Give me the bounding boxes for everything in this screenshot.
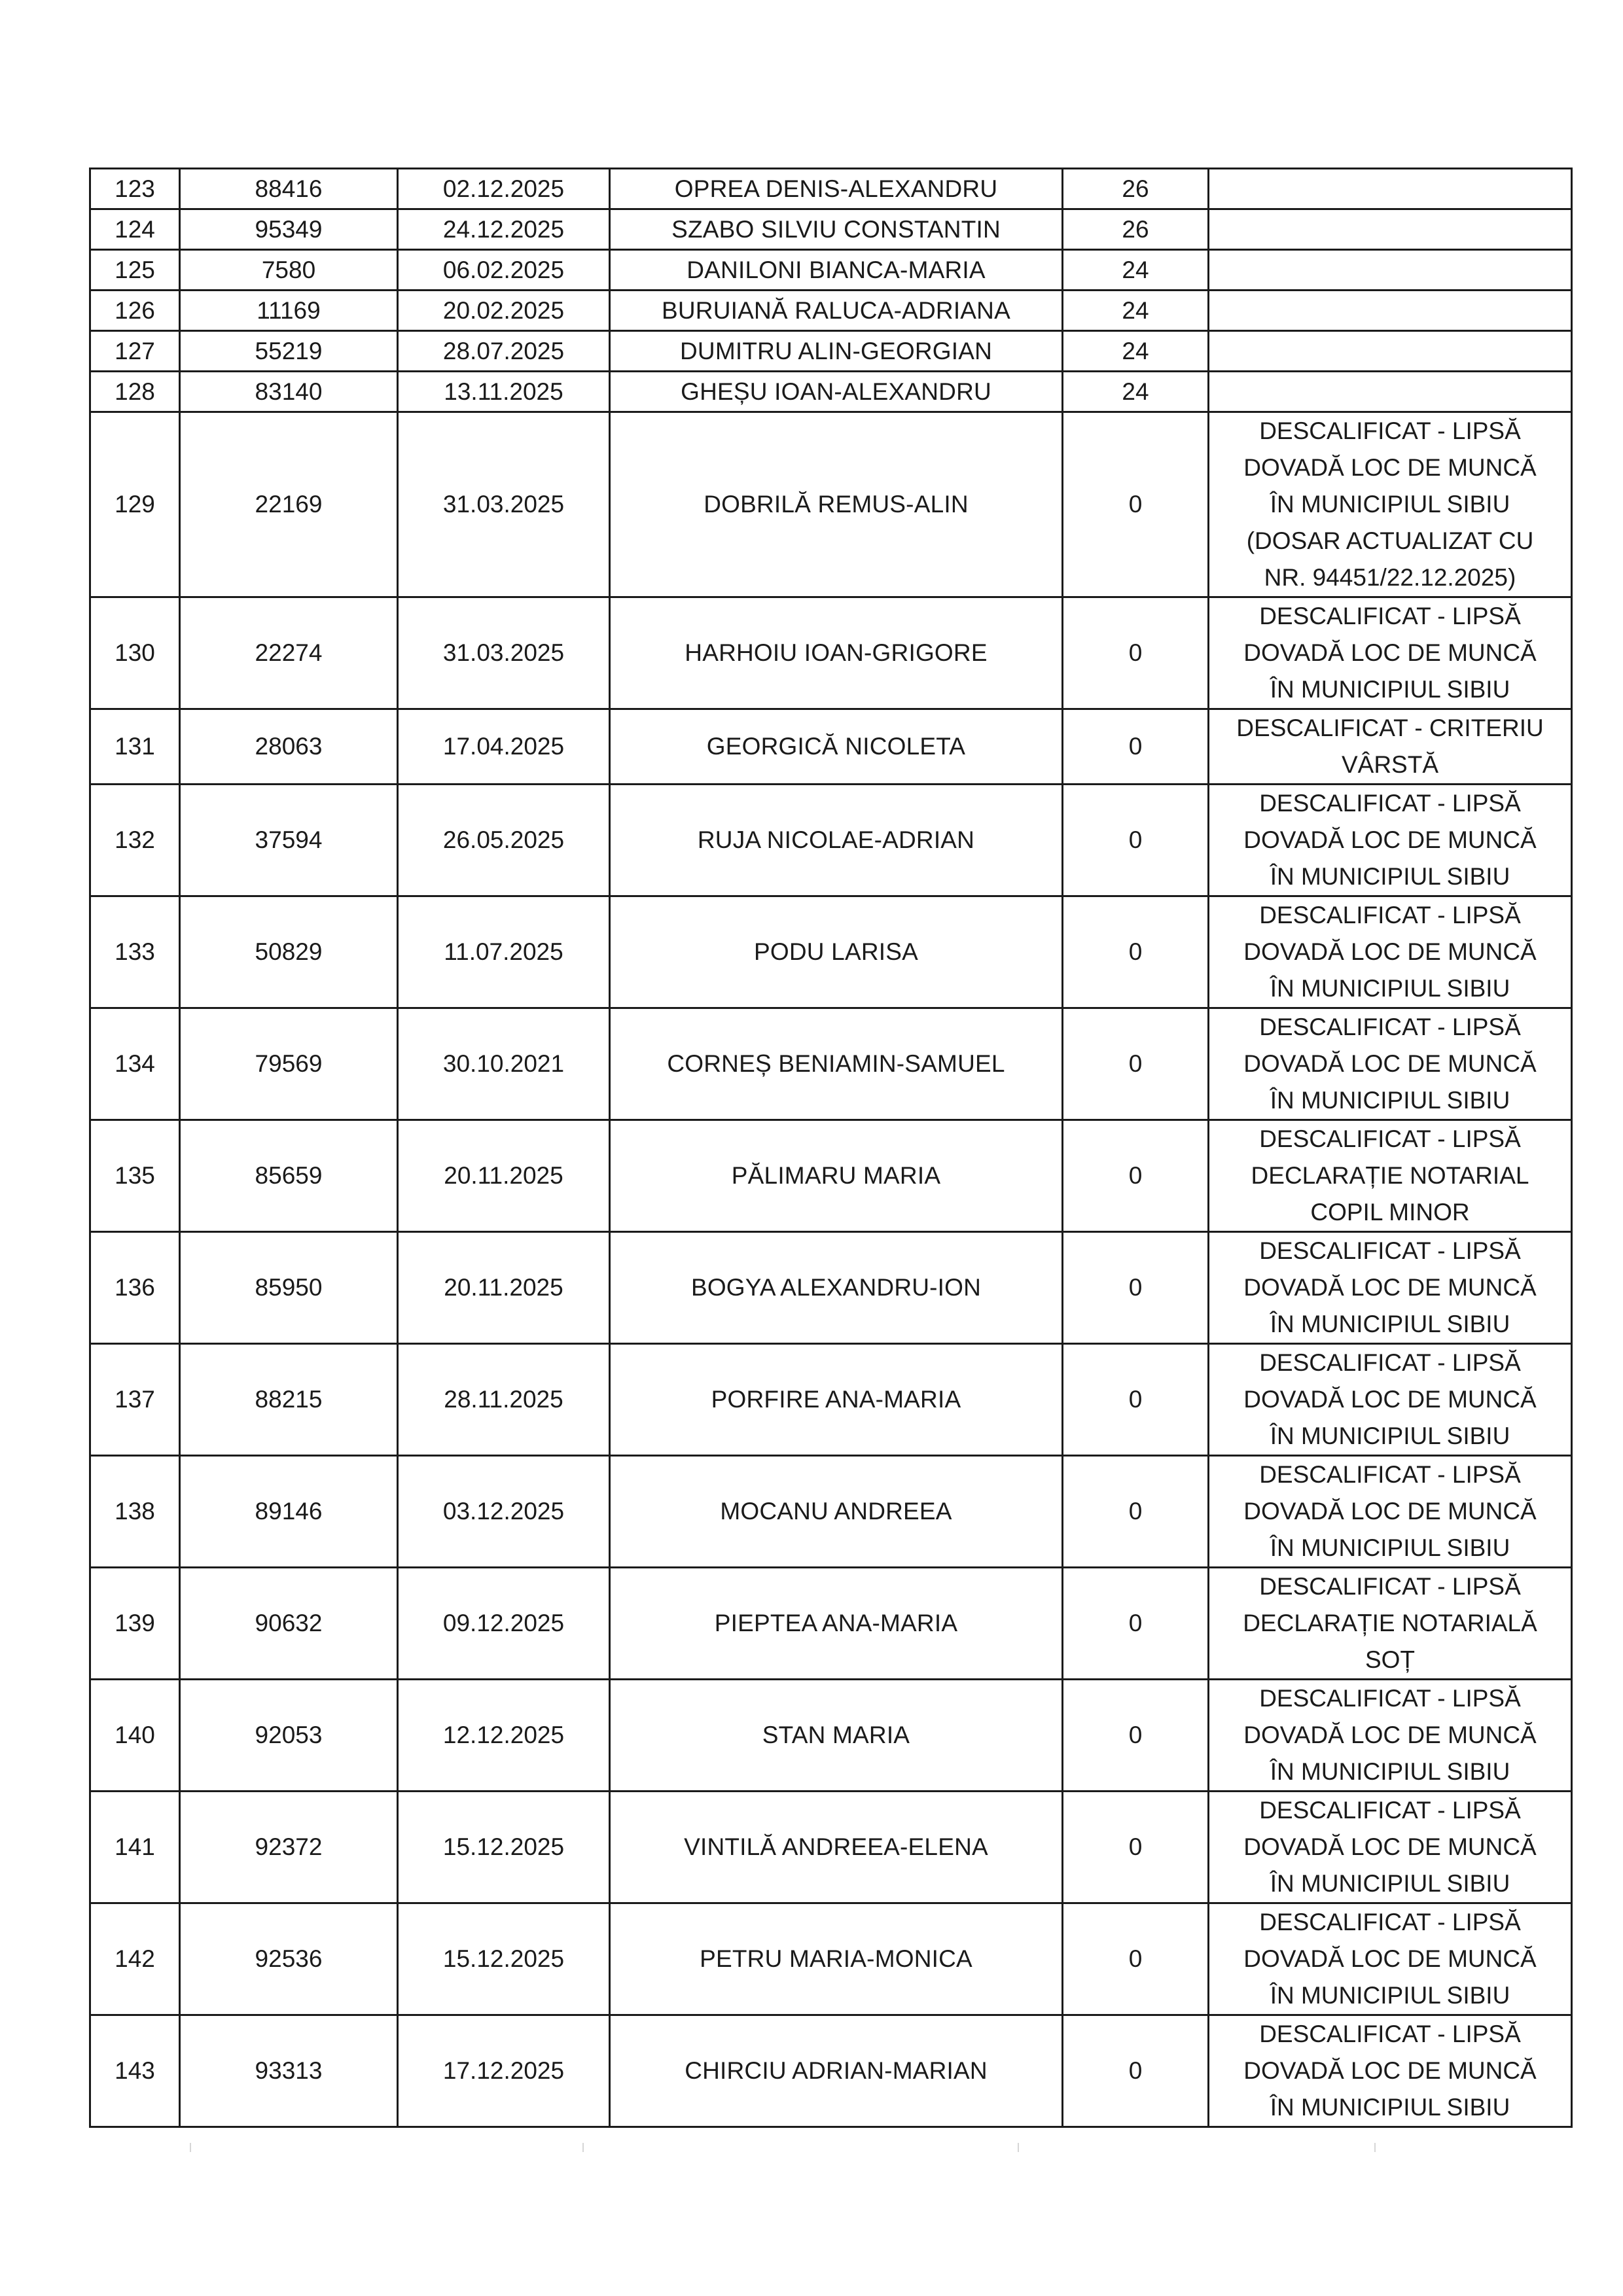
- registration-number-cell: 88215: [180, 1344, 398, 1456]
- applicant-name-cell: CHIRCIU ADRIAN-MARIAN: [610, 2015, 1063, 2127]
- score-cell: 0: [1063, 1568, 1209, 1680]
- applicant-name-cell: MOCANU ANDREEA: [610, 1456, 1063, 1568]
- registration-date-cell: 03.12.2025: [398, 1456, 610, 1568]
- score-cell: 0: [1063, 597, 1209, 709]
- score-cell: 0: [1063, 1344, 1209, 1456]
- registration-number-cell: 85659: [180, 1120, 398, 1232]
- remarks-cell: [1209, 412, 1572, 597]
- applicant-name-cell: OPREA DENIS-ALEXANDRU: [610, 169, 1063, 209]
- remarks-line: DOVADĂ LOC DE MUNCĂ: [1243, 639, 1537, 666]
- registration-date-cell: 06.02.2025: [398, 250, 610, 291]
- score-cell: 0: [1063, 1008, 1209, 1120]
- applicant-name-cell: VINTILĂ ANDREEA-ELENA: [610, 1792, 1063, 1903]
- remarks-line: DOVADĂ LOC DE MUNCĂ: [1243, 938, 1537, 965]
- row-number-cell: 140: [90, 1680, 180, 1792]
- score-cell: 0: [1063, 412, 1209, 597]
- row-number-cell: 125: [90, 250, 180, 291]
- row-number-cell: 126: [90, 291, 180, 331]
- remarks-cell: [1209, 896, 1572, 1008]
- registration-number-cell: 50829: [180, 896, 398, 1008]
- registration-number-cell: 95349: [180, 209, 398, 250]
- remarks-line: DESCALIFICAT - LIPSĂ: [1259, 603, 1521, 629]
- registration-date-cell: 13.11.2025: [398, 372, 610, 412]
- remarks-line: DOVADĂ LOC DE MUNCĂ: [1243, 1274, 1537, 1301]
- remarks-line: DESCALIFICAT - LIPSĂ: [1259, 1125, 1521, 1152]
- score-cell: 0: [1063, 896, 1209, 1008]
- remarks-cell: [1209, 785, 1572, 896]
- row-number-cell: 135: [90, 1120, 180, 1232]
- registration-number-cell: 79569: [180, 1008, 398, 1120]
- remarks-line: ÎN MUNICIPIUL SIBIU: [1270, 1534, 1510, 1561]
- remarks-line: DESCALIFICAT - CRITERIU: [1236, 715, 1544, 741]
- score-cell: 0: [1063, 785, 1209, 896]
- remarks-cell: [1209, 372, 1572, 412]
- remarks-cell: [1209, 1680, 1572, 1792]
- remarks-cell: [1209, 709, 1572, 785]
- remarks-line: (DOSAR ACTUALIZAT CU: [1246, 527, 1534, 554]
- registration-date-cell: 15.12.2025: [398, 1792, 610, 1903]
- registration-number-cell: 28063: [180, 709, 398, 785]
- applicant-name-cell: DUMITRU ALIN-GEORGIAN: [610, 331, 1063, 372]
- applicant-name-cell: SZABO SILVIU CONSTANTIN: [610, 209, 1063, 250]
- remarks-line: DOVADĂ LOC DE MUNCĂ: [1243, 826, 1537, 853]
- registration-date-cell: 28.11.2025: [398, 1344, 610, 1456]
- remarks-cell: [1209, 2015, 1572, 2127]
- row-number-cell: 124: [90, 209, 180, 250]
- score-cell: 24: [1063, 250, 1209, 291]
- score-cell: 24: [1063, 331, 1209, 372]
- table-row: [90, 1456, 1572, 1568]
- score-cell: 24: [1063, 372, 1209, 412]
- remarks-cell: [1209, 291, 1572, 331]
- table-row: [90, 169, 1572, 209]
- registration-date-cell: 31.03.2025: [398, 597, 610, 709]
- applicant-name-cell: CORNEȘ BENIAMIN-SAMUEL: [610, 1008, 1063, 1120]
- score-cell: 0: [1063, 2015, 1209, 2127]
- remarks-line: DESCALIFICAT - LIPSĂ: [1259, 902, 1521, 928]
- remarks-line: ÎN MUNICIPIUL SIBIU: [1270, 975, 1510, 1002]
- score-cell: 24: [1063, 291, 1209, 331]
- remarks-cell: [1209, 1344, 1572, 1456]
- remarks-line: DESCALIFICAT - LIPSĂ: [1259, 1237, 1521, 1264]
- table-body: [90, 169, 1572, 2127]
- row-number-cell: 130: [90, 597, 180, 709]
- registration-number-cell: 88416: [180, 169, 398, 209]
- registration-date-cell: 20.02.2025: [398, 291, 610, 331]
- remarks-line: COPIL MINOR: [1310, 1199, 1470, 1226]
- score-cell: 26: [1063, 169, 1209, 209]
- remarks-line: DESCALIFICAT - LIPSĂ: [1259, 2021, 1521, 2047]
- applicant-name-cell: HARHOIU IOAN-GRIGORE: [610, 597, 1063, 709]
- remarks-line: ÎN MUNICIPIUL SIBIU: [1270, 1982, 1510, 2009]
- remarks-line: NR. 94451/22.12.2025): [1264, 564, 1516, 591]
- remarks-line: ÎN MUNICIPIUL SIBIU: [1270, 491, 1510, 518]
- remarks-line: SOȚ: [1364, 1646, 1416, 1673]
- applicant-name-cell: PĂLIMARU MARIA: [610, 1120, 1063, 1232]
- remarks-line: ÎN MUNICIPIUL SIBIU: [1270, 2094, 1510, 2121]
- registration-date-cell: 11.07.2025: [398, 896, 610, 1008]
- remarks-line: DESCALIFICAT - LIPSĂ: [1259, 1685, 1521, 1712]
- table-row: [90, 291, 1572, 331]
- score-cell: 0: [1063, 1792, 1209, 1903]
- row-number-cell: 143: [90, 2015, 180, 2127]
- registration-date-cell: 26.05.2025: [398, 785, 610, 896]
- row-number-cell: 132: [90, 785, 180, 896]
- score-cell: 26: [1063, 209, 1209, 250]
- remarks-cell: [1209, 1008, 1572, 1120]
- registration-number-cell: 92053: [180, 1680, 398, 1792]
- registration-date-cell: 17.12.2025: [398, 2015, 610, 2127]
- table-row: [90, 1344, 1572, 1456]
- remarks-line: ÎN MUNICIPIUL SIBIU: [1270, 1422, 1510, 1449]
- registration-number-cell: 22274: [180, 597, 398, 709]
- table-row: [90, 597, 1572, 709]
- registration-date-cell: 17.04.2025: [398, 709, 610, 785]
- remarks-line: DESCALIFICAT - LIPSĂ: [1259, 1797, 1521, 1824]
- table-row: [90, 2015, 1572, 2127]
- row-number-cell: 137: [90, 1344, 180, 1456]
- applicant-name-cell: PODU LARISA: [610, 896, 1063, 1008]
- table-row: [90, 1232, 1572, 1344]
- remarks-line: DESCALIFICAT - LIPSĂ: [1259, 1461, 1521, 1488]
- registration-date-cell: 31.03.2025: [398, 412, 610, 597]
- registration-date-cell: 02.12.2025: [398, 169, 610, 209]
- remarks-line: DECLARAȚIE NOTARIAL: [1251, 1162, 1529, 1189]
- registration-number-cell: 55219: [180, 331, 398, 372]
- remarks-line: DOVADĂ LOC DE MUNCĂ: [1243, 1050, 1537, 1077]
- remarks-line: DESCALIFICAT - LIPSĂ: [1259, 1014, 1521, 1040]
- registration-number-cell: 22169: [180, 412, 398, 597]
- row-number-cell: 138: [90, 1456, 180, 1568]
- row-number-cell: 141: [90, 1792, 180, 1903]
- scan-artifact: [1018, 2143, 1019, 2152]
- row-number-cell: 127: [90, 331, 180, 372]
- remarks-line: DOVADĂ LOC DE MUNCĂ: [1243, 1833, 1537, 1860]
- table-row: [90, 331, 1572, 372]
- registration-number-cell: 92372: [180, 1792, 398, 1903]
- remarks-line: ÎN MUNICIPIUL SIBIU: [1270, 1870, 1510, 1897]
- table-row: [90, 1120, 1572, 1232]
- registration-number-cell: 85950: [180, 1232, 398, 1344]
- remarks-line: ÎN MUNICIPIUL SIBIU: [1270, 863, 1510, 890]
- candidates-table: [89, 168, 1573, 2128]
- table-row: [90, 896, 1572, 1008]
- registration-date-cell: 24.12.2025: [398, 209, 610, 250]
- row-number-cell: 128: [90, 372, 180, 412]
- registration-date-cell: 15.12.2025: [398, 1903, 610, 2015]
- remarks-line: DESCALIFICAT - LIPSĂ: [1259, 790, 1521, 817]
- remarks-line: DESCALIFICAT - LIPSĂ: [1259, 1909, 1521, 1935]
- remarks-line: DESCALIFICAT - LIPSĂ: [1259, 1349, 1521, 1376]
- remarks-cell: [1209, 1232, 1572, 1344]
- table-row: [90, 1903, 1572, 2015]
- row-number-cell: 136: [90, 1232, 180, 1344]
- registration-number-cell: 11169: [180, 291, 398, 331]
- remarks-cell: [1209, 331, 1572, 372]
- scan-artifact: [190, 2143, 191, 2152]
- remarks-line: ÎN MUNICIPIUL SIBIU: [1270, 1087, 1510, 1114]
- table-row: [90, 412, 1572, 597]
- remarks-cell: [1209, 1120, 1572, 1232]
- remarks-line: DOVADĂ LOC DE MUNCĂ: [1243, 1498, 1537, 1525]
- registration-date-cell: 20.11.2025: [398, 1120, 610, 1232]
- registration-number-cell: 7580: [180, 250, 398, 291]
- remarks-line: DOVADĂ LOC DE MUNCĂ: [1243, 454, 1537, 481]
- remarks-line: DESCALIFICAT - LIPSĂ: [1259, 1573, 1521, 1600]
- registration-date-cell: 09.12.2025: [398, 1568, 610, 1680]
- registration-number-cell: 90632: [180, 1568, 398, 1680]
- registration-date-cell: 20.11.2025: [398, 1232, 610, 1344]
- table-row: [90, 1008, 1572, 1120]
- score-cell: 0: [1063, 1680, 1209, 1792]
- remarks-cell: [1209, 169, 1572, 209]
- table-row: [90, 209, 1572, 250]
- remarks-line: ÎN MUNICIPIUL SIBIU: [1270, 1311, 1510, 1337]
- remarks-line: DOVADĂ LOC DE MUNCĂ: [1243, 1386, 1537, 1413]
- row-number-cell: 133: [90, 896, 180, 1008]
- registration-number-cell: 93313: [180, 2015, 398, 2127]
- table-row: [90, 1568, 1572, 1680]
- registration-number-cell: 83140: [180, 372, 398, 412]
- remarks-cell: [1209, 1792, 1572, 1903]
- remarks-cell: [1209, 597, 1572, 709]
- score-cell: 0: [1063, 1120, 1209, 1232]
- applicant-name-cell: PETRU MARIA-MONICA: [610, 1903, 1063, 2015]
- registration-number-cell: 89146: [180, 1456, 398, 1568]
- applicant-name-cell: DANILONI BIANCA-MARIA: [610, 250, 1063, 291]
- table-row: [90, 709, 1572, 785]
- registration-number-cell: 92536: [180, 1903, 398, 2015]
- scan-artifact: [582, 2143, 584, 2152]
- remarks-line: DECLARAȚIE NOTARIALĂ: [1243, 1610, 1537, 1636]
- remarks-line: DESCALIFICAT - LIPSĂ: [1259, 417, 1521, 444]
- remarks-line: DOVADĂ LOC DE MUNCĂ: [1243, 1945, 1537, 1972]
- table-row: [90, 1792, 1572, 1903]
- applicant-name-cell: BOGYA ALEXANDRU-ION: [610, 1232, 1063, 1344]
- registration-number-cell: 37594: [180, 785, 398, 896]
- score-cell: 0: [1063, 1903, 1209, 2015]
- row-number-cell: 131: [90, 709, 180, 785]
- remarks-line: DOVADĂ LOC DE MUNCĂ: [1243, 2057, 1537, 2084]
- applicant-name-cell: STAN MARIA: [610, 1680, 1063, 1792]
- applicant-name-cell: PORFIRE ANA-MARIA: [610, 1344, 1063, 1456]
- table-row: [90, 372, 1572, 412]
- remarks-line: VÂRSTĂ: [1341, 751, 1439, 778]
- remarks-cell: [1209, 1568, 1572, 1680]
- applicant-name-cell: RUJA NICOLAE-ADRIAN: [610, 785, 1063, 896]
- remarks-cell: [1209, 250, 1572, 291]
- row-number-cell: 123: [90, 169, 180, 209]
- remarks-cell: [1209, 209, 1572, 250]
- registration-date-cell: 28.07.2025: [398, 331, 610, 372]
- score-cell: 0: [1063, 1232, 1209, 1344]
- registration-date-cell: 12.12.2025: [398, 1680, 610, 1792]
- applicant-name-cell: DOBRILĂ REMUS-ALIN: [610, 412, 1063, 597]
- row-number-cell: 142: [90, 1903, 180, 2015]
- registration-date-cell: 30.10.2021: [398, 1008, 610, 1120]
- score-cell: 0: [1063, 1456, 1209, 1568]
- remarks-cell: [1209, 1903, 1572, 2015]
- remarks-cell: [1209, 1456, 1572, 1568]
- scan-artifact: [1374, 2143, 1376, 2152]
- applicant-name-cell: BURUIANĂ RALUCA-ADRIANA: [610, 291, 1063, 331]
- applicant-name-cell: GHEȘU IOAN-ALEXANDRU: [610, 372, 1063, 412]
- table-row: [90, 785, 1572, 896]
- remarks-line: DOVADĂ LOC DE MUNCĂ: [1243, 1722, 1537, 1748]
- applicant-name-cell: PIEPTEA ANA-MARIA: [610, 1568, 1063, 1680]
- score-cell: 0: [1063, 709, 1209, 785]
- row-number-cell: 139: [90, 1568, 180, 1680]
- remarks-line: ÎN MUNICIPIUL SIBIU: [1270, 676, 1510, 703]
- table-row: [90, 1680, 1572, 1792]
- applicant-name-cell: GEORGICĂ NICOLETA: [610, 709, 1063, 785]
- row-number-cell: 129: [90, 412, 180, 597]
- remarks-line: ÎN MUNICIPIUL SIBIU: [1270, 1758, 1510, 1785]
- row-number-cell: 134: [90, 1008, 180, 1120]
- table-row: [90, 250, 1572, 291]
